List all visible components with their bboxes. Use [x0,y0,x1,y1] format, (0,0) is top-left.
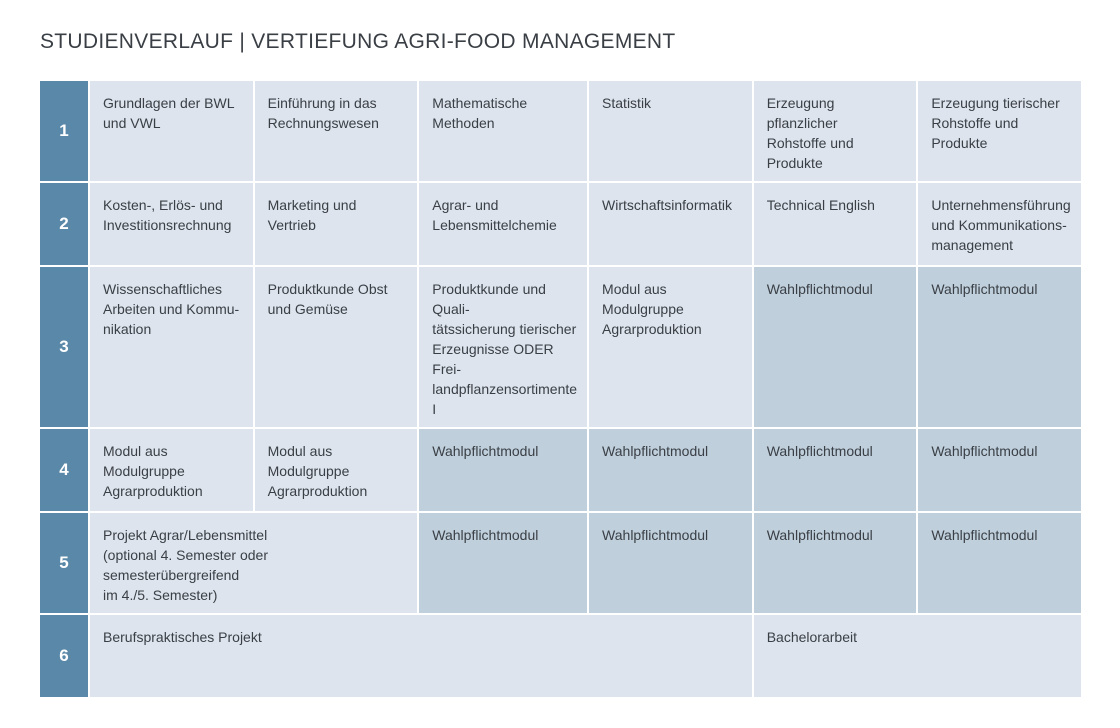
bachelor-thesis-cell: Bachelorarbeit [754,615,1081,697]
elective-module-cell: Wahlpflichtmodul [754,429,917,511]
elective-module-cell: Wahlpflichtmodul [419,513,587,613]
semester-number: 3 [40,267,88,427]
study-plan-table [40,81,1081,697]
module-cell: Unternehmensführung und Kommunikations- management [918,183,1081,265]
module-cell: Technical English [754,183,917,265]
elective-module-cell: Wahlpflichtmodul [419,429,587,511]
module-cell: Produktkunde Obst und Gemüse [255,267,418,427]
elective-module-cell: Wahlpflichtmodul [918,267,1081,427]
semester-number: 4 [40,429,88,511]
module-cell: Mathematische Methoden [419,81,587,181]
module-cell: Wirtschaftsinformatik [589,183,752,265]
module-cell: Einführung in das Rechnungswesen [255,81,418,181]
module-cell: Erzeugung pflanzlicher Rohstoffe und Produkte [754,81,917,181]
module-cell: Modul aus Modulgruppe Agrarproduktion [90,429,253,511]
module-cell: Statistik [589,81,752,181]
module-cell: Agrar- und Lebensmittelchemie [419,183,587,265]
module-cell: Modul aus Modulgruppe Agrarproduktion [589,267,752,427]
module-cell: Kosten-, Erlös- und Investitionsrechnung [90,183,253,265]
elective-module-cell: Wahlpflichtmodul [754,513,917,613]
semester-number: 1 [40,81,88,181]
elective-module-cell: Wahlpflichtmodul [589,429,752,511]
module-cell: Modul aus Modulgruppe Agrarproduktion [255,429,418,511]
project-module-cell: Projekt Agrar/Lebensmittel (optional 4. Semester oder semesterübergreifend im 4./5. Semester) [90,513,417,613]
module-cell: Grundlagen der BWL und VWL [90,81,253,181]
elective-module-cell: Wahlpflichtmodul [589,513,752,613]
semester-number: 2 [40,183,88,265]
module-cell: Marketing und Vertrieb [255,183,418,265]
practical-project-cell: Berufspraktisches Projekt [90,615,752,697]
module-cell: Produktkunde und Quali- tätssicherung tierischer Erzeugnisse ODER Frei- landpflanzensortimente I [419,267,587,427]
module-cell: Wissenschaftliches Arbeiten und Kommu- nikation [90,267,253,427]
elective-module-cell: Wahlpflichtmodul [754,267,917,427]
semester-number: 6 [40,615,88,697]
page-title: STUDIENVERLAUF | VERTIEFUNG AGRI-FOOD MANAGEMENT [40,30,676,53]
elective-module-cell: Wahlpflichtmodul [918,513,1081,613]
module-cell: Erzeugung tierischer Rohstoffe und Produkte [918,81,1081,181]
elective-module-cell: Wahlpflichtmodul [918,429,1081,511]
semester-number: 5 [40,513,88,613]
